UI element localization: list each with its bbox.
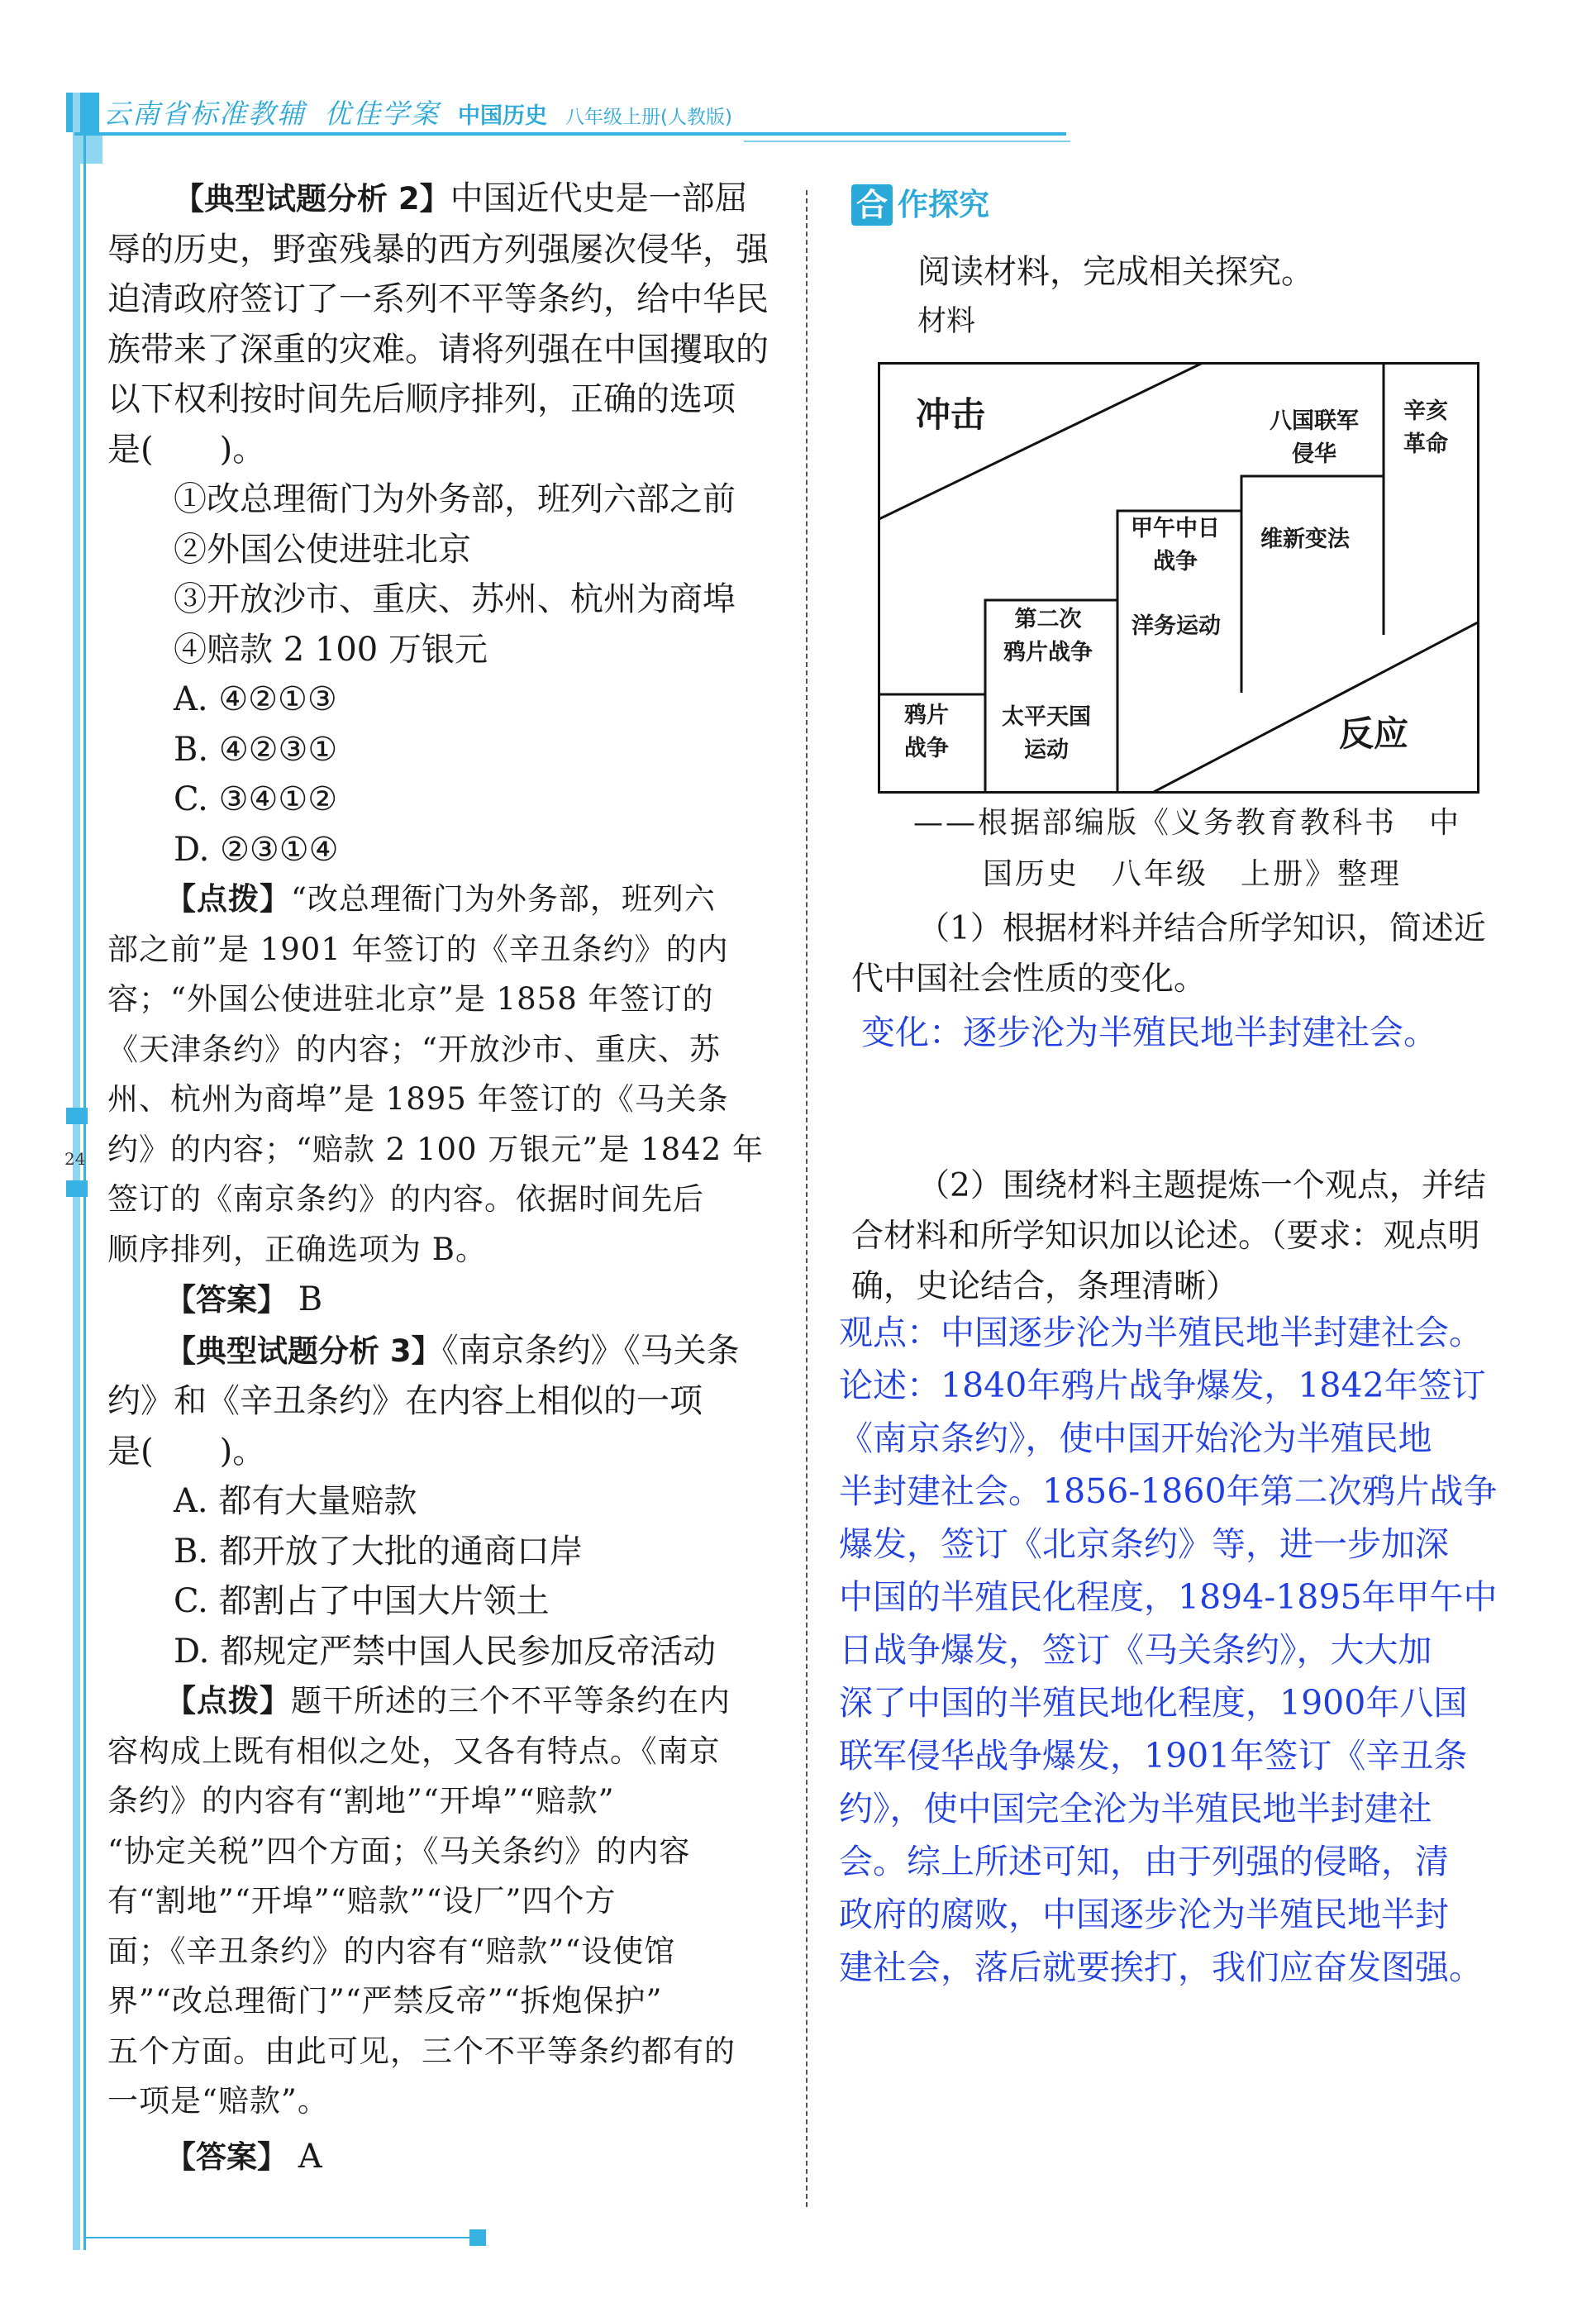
q2-stem-line: 是( )。 <box>107 430 266 469</box>
q2-stem-line: 【典型试题分析 2】中国近代史是一部屈 <box>174 179 748 217</box>
q2-answer-line: 建社会，落后就要挨打，我们应奋发图强。 <box>839 1948 1483 1987</box>
q2-stem-line: 迫清政府签订了一系列不平等条约，给中华民 <box>107 280 769 318</box>
page-number: 24 <box>64 1149 86 1169</box>
material-source <box>913 798 1517 900</box>
impact-diagonal <box>879 364 1203 520</box>
material-label: 材料 <box>917 305 976 338</box>
header-grade: 八年级上册(人教版) <box>565 107 732 128</box>
step-xinhai: 辛亥 革命 <box>1403 398 1448 457</box>
page-spine <box>73 93 80 2250</box>
q2-answer-line: 政府的腐败，中国逐步沦为半殖民地半封 <box>839 1895 1449 1934</box>
footer-square <box>469 2229 486 2246</box>
footer-rule <box>83 2237 472 2238</box>
q3-tag: 【典型试题分析 3】 <box>165 1333 442 1369</box>
q3-option-d: D. 都规定严禁中国人民参加反帝活动 <box>174 1632 717 1671</box>
q2-tip-tag: 【点拨】 <box>165 881 291 917</box>
q3-option-c: C. 都割占了中国大片领土 <box>174 1582 550 1620</box>
instruction: 阅读材料，完成相关探究。 <box>917 252 1314 291</box>
q2-answer-tag: 【答案】 <box>165 1282 288 1318</box>
q3-option-a: A. 都有大量赔款 <box>174 1482 417 1520</box>
q3-tip-line: 【点拨】题干所述的三个不平等条约在内 <box>165 1683 731 1719</box>
q2-answer-line: 日战争爆发，签订《马关条约》，大大加 <box>839 1630 1432 1670</box>
q2-answer-block <box>839 1306 1550 1994</box>
q3-tip-line: 条约》的内容有“割地”“开埠”“赔款” <box>107 1783 615 1819</box>
q3-tip-line: 面；《辛丑条约》的内容有“赔款”“设使馆 <box>107 1933 676 1969</box>
q3-tip-line: 界”“改总理衙门”“严禁反帝”“拆炮保护” <box>107 1983 663 2019</box>
q2-stem-line: 族带来了深重的灾难。请将列强在中国攫取的 <box>107 330 769 369</box>
q2-item: ②外国公使进驻北京 <box>174 530 471 569</box>
header-brand: 云南省标准教辅 <box>103 98 306 130</box>
left-column <box>107 174 769 2182</box>
q2-answer-line: 会。综上所述可知，由于列强的侵略，清 <box>839 1842 1449 1881</box>
label-response: 反应 <box>1339 713 1409 754</box>
q3-tip-line: 有“割地”“开埠”“赔款”“设厂”四个方 <box>107 1883 617 1919</box>
step-opium-war: 鸦片 战争 <box>904 703 949 761</box>
label-impact: 冲击 <box>916 394 986 435</box>
q2-answer-line: 《南京条约》，使中国开始沦为半殖民地 <box>839 1418 1432 1458</box>
q2-line: 确，史论结合，条理清晰） <box>851 1268 1239 1305</box>
q1-line: 代中国社会性质的变化。 <box>851 961 1207 998</box>
q3-answer-value: A <box>298 2137 322 2176</box>
q2-line: 合材料和所学知识加以论述。（要求：观点明 <box>851 1218 1480 1255</box>
q3-answer-tag: 【答案】 <box>165 2138 288 2175</box>
column-divider <box>806 190 808 2207</box>
header-subject: 中国历史 <box>458 103 547 129</box>
q2-tip-line: 顺序排列，正确选项为 B。 <box>107 1231 487 1267</box>
q2-answer-line: 观点：中国逐步沦为半殖民地半封建社会。 <box>839 1313 1483 1352</box>
q2-answer-line: 中国的半殖民化程度，1894-1895年甲午中 <box>839 1577 1498 1617</box>
q2-answer-line: 深了中国的半殖民地化程度，1900年八国 <box>839 1683 1468 1723</box>
response-diagonal <box>1154 622 1478 792</box>
q2-answer-line: 约》，使中国完全沦为半殖民地半封建社 <box>839 1789 1432 1828</box>
page-spine-line <box>83 93 86 2250</box>
step-eight-nation: 八国联军 侵华 <box>1270 408 1359 467</box>
q3-stem-line: 是( )。 <box>107 1432 266 1471</box>
q2-answer-line: 论述：1840年鸦片战争爆发，1842年签订 <box>839 1366 1486 1405</box>
q2-tip-line: 签订的《南京条约》的内容。依据时间先后 <box>107 1181 704 1217</box>
q1-line: （1）根据材料并结合所学知识，简述近 <box>917 910 1486 947</box>
q2-tip-line: 【点拨】“改总理衙门为外务部，班列六 <box>165 881 716 917</box>
q3-tip-tag: 【点拨】 <box>165 1683 291 1719</box>
q2-option-d: D. ②③①④ <box>174 830 339 869</box>
q2-answer-line: 爆发，签订《北京条约》等，进一步加深 <box>839 1524 1449 1564</box>
history-stair-diagram <box>878 362 1479 794</box>
step-sino-japanese-war: 甲午中日 战争 <box>1131 516 1220 574</box>
running-header <box>103 93 732 131</box>
q3-tip-line: “协定关税”四个方面；《马关条约》的内容 <box>107 1833 691 1869</box>
q2-answer-line: 联军侵华战争爆发，1901年签订《辛丑条 <box>839 1736 1468 1776</box>
q2-stem-line: 以下权利按时间先后顺序排列，正确的选项 <box>107 380 736 418</box>
q2-tip-line: 《天津条约》的内容；“开放沙市、重庆、苏 <box>107 1031 721 1067</box>
q2-answer-value: B <box>298 1280 323 1318</box>
header-rule-thin <box>744 141 1070 142</box>
q2-item: ③开放沙市、重庆、苏州、杭州为商埠 <box>174 580 736 618</box>
q3-option-b: B. 都开放了大批的通商口岸 <box>174 1532 583 1571</box>
q3-tip-line: 容构成上既有相似之处，又各有特点。《南京 <box>107 1733 721 1769</box>
q2-item: ④赔款 2 100 万银元 <box>174 630 488 669</box>
q2-line: （2）围绕材料主题提炼一个观点，并结 <box>917 1167 1486 1204</box>
step-taiping: 太平天国 运动 <box>1002 704 1091 763</box>
q2-tip-line: 部之前”是 1901 年签订的《辛丑条约》的内 <box>107 931 729 967</box>
q2-item: ①改总理衙门为外务部，班列六部之前 <box>174 480 736 518</box>
q2-tag: 【典型试题分析 2】 <box>174 181 450 217</box>
q2-option-a: A. ④②①③ <box>174 680 337 718</box>
q2-tip-line: 州、杭州为商埠”是 1895 年签订的《马关条 <box>107 1081 729 1117</box>
step-reform: 维新变法 <box>1260 527 1350 552</box>
right-questions <box>851 903 1529 1312</box>
section-heading <box>851 180 1529 231</box>
page-marker-top <box>66 1108 88 1124</box>
q2-tip-line: 约》的内容；“赔款 2 100 万银元”是 1842 年 <box>107 1131 764 1167</box>
q2-option-c: C. ③④①② <box>174 780 338 818</box>
section-title: 作探究 <box>898 187 989 222</box>
q2-answer-line: 半封建社会。1856-1860年第二次鸦片战争 <box>839 1471 1498 1511</box>
q2-tip-line: 容；“外国公使进驻北京”是 1858 年签订的 <box>107 981 714 1017</box>
q3-tip-line: 一项是“赔款”。 <box>107 2083 329 2119</box>
right-column <box>851 174 1529 347</box>
page-marker-bottom <box>66 1180 88 1197</box>
q1-answer: 变化：逐步沦为半殖民地半封建社会。 <box>861 1013 1437 1052</box>
q2-answer <box>107 1275 769 1326</box>
q2-option-b: B. ④②③① <box>174 730 338 769</box>
header-tab <box>66 93 99 132</box>
step-second-opium-war: 第二次 鸦片战争 <box>1003 607 1093 665</box>
cooperation-icon: 合 <box>851 184 893 226</box>
q3-answer <box>107 2132 769 2183</box>
q3-tip-line: 五个方面。由此可见，三个不平等条约都有的 <box>107 2033 736 2069</box>
source-line: ——根据部编版《义务教育教科书 中 <box>913 806 1462 840</box>
q3-stem-line: 约》和《辛丑条约》在内容上相似的一项 <box>107 1382 703 1420</box>
header-series: 优佳学案 <box>324 98 440 130</box>
step-self-strengthening: 洋务运动 <box>1131 613 1221 639</box>
q3-stem-line: 【典型试题分析 3】《南京条约》《马关条 <box>165 1331 740 1370</box>
header-rule <box>74 132 1066 136</box>
source-line: 国历史 八年级 上册》整理 <box>983 857 1403 891</box>
q2-stem-line: 辱的历史，野蛮残暴的西方列强屡次侵华，强 <box>107 230 769 269</box>
